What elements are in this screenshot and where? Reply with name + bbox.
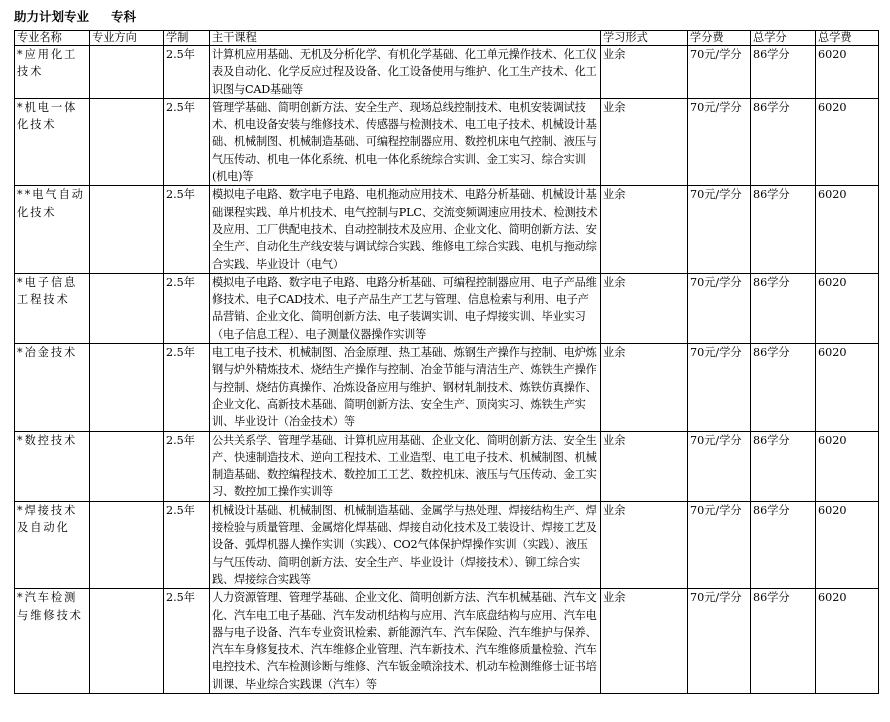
duration: 2.5年 (164, 501, 210, 588)
fee-per-credit: 70元/学分 (688, 431, 751, 501)
total-credits: 86学分 (751, 589, 816, 694)
header-row (15, 31, 879, 46)
major-name: **电气自动化技术 (15, 186, 90, 273)
table-row (15, 589, 879, 694)
fee-per-credit: 70元/学分 (688, 46, 751, 99)
table-row (15, 186, 879, 273)
major-direction (90, 186, 164, 273)
fee-per-credit: 70元/学分 (688, 273, 751, 343)
core-courses: 电工电子技术、机械制图、冶金原理、热工基础、炼钢生产操作与控制、电炉炼钢与炉外精炼技术、烧结生产操作与控制、冶金节能与清洁生产、炼铁生产操作与控制、烧结仿真操作、冶炼设备应用与维护、钢材轧制技术、炼铁仿真操作、企业文化、高新技术基础、简明创新方法、安全生产、顶岗实习、炼铁生产实训、毕业设计（冶金技术）等 (210, 344, 601, 431)
study-mode: 业余 (601, 98, 688, 185)
fee-per-credit: 70元/学分 (688, 344, 751, 431)
title-level: 专科 (111, 9, 137, 24)
major-name: *冶金技术 (15, 344, 90, 431)
header-fee-per-credit: 学分费 (688, 31, 751, 46)
header-duration: 学制 (164, 31, 210, 46)
major-name: *焊接技术及自动化 (15, 501, 90, 588)
table-row (15, 98, 879, 185)
fee-per-credit: 70元/学分 (688, 186, 751, 273)
study-mode: 业余 (601, 501, 688, 588)
major-direction (90, 273, 164, 343)
header-credits: 总学分 (751, 31, 816, 46)
total-fee: 6020 (816, 431, 879, 501)
total-credits: 86学分 (751, 431, 816, 501)
study-mode: 业余 (601, 589, 688, 694)
major-direction (90, 431, 164, 501)
study-mode: 业余 (601, 186, 688, 273)
page-title (14, 6, 136, 28)
table-row (15, 344, 879, 431)
major-name: *数控技术 (15, 431, 90, 501)
header-name: 专业名称 (15, 31, 90, 46)
core-courses: 公共关系学、管理学基础、计算机应用基础、企业文化、简明创新方法、安全生产、快速制造技术、逆向工程技术、工业造型、电工电子技术、机械制图、机械制造基础、数控编程技术、数控加工工艺、数控机床、液压与气压传动、金工实习、数控加工操作实训等 (210, 431, 601, 501)
major-direction (90, 589, 164, 694)
total-credits: 86学分 (751, 186, 816, 273)
major-name: *机电一体化技术 (15, 98, 90, 185)
duration: 2.5年 (164, 46, 210, 99)
major-direction (90, 46, 164, 99)
core-courses: 模拟电子电路、数字电子电路、电路分析基础、可编程控制器应用、电子产品维修技术、电子CAD技术、电子产品生产工艺与管理、信息检索与利用、电子产品营销、企业文化、简明创新方法、电子装调实训、电子焊接实训、毕业实习（电子信息工程）、电子测量仪器操作实训等 (210, 273, 601, 343)
major-direction (90, 98, 164, 185)
duration: 2.5年 (164, 186, 210, 273)
total-fee: 6020 (816, 186, 879, 273)
study-mode: 业余 (601, 344, 688, 431)
duration: 2.5年 (164, 344, 210, 431)
table-row (15, 46, 879, 99)
core-courses: 机械设计基础、机械制图、机械制造基础、金属学与热处理、焊接结构生产、焊接检验与质量管理、金属熔化焊基础、焊接自动化技术及工装设计、焊接工艺及设备、弧焊机器人操作实训（实践）、CO2气体保护焊操作实训（实践）、液压与气压传动、简明创新方法、安全生产、毕业设计（焊接技术）、铆工综合实践、焊接综合实践等 (210, 501, 601, 588)
core-courses: 管理学基础、简明创新方法、安全生产、现场总线控制技术、电机安装调试技术、机电设备安装与维修技术、传感器与检测技术、电工电子技术、机械设计基础、机械制图、机械制造基础、可编程控制器应用、数控机床电气控制、液压与气压传动、机电一体化系统、机电一体化系统综合实训、金工实习、综合实训(机电)等 (210, 98, 601, 185)
major-name: *汽车检测与维修技术 (15, 589, 90, 694)
total-fee: 6020 (816, 344, 879, 431)
major-name: *电子信息工程技术 (15, 273, 90, 343)
total-fee: 6020 (816, 98, 879, 185)
header-direction: 专业方向 (90, 31, 164, 46)
fee-per-credit: 70元/学分 (688, 501, 751, 588)
major-name: *应用化工技术 (15, 46, 90, 99)
major-direction (90, 501, 164, 588)
fee-per-credit: 70元/学分 (688, 589, 751, 694)
table-row (15, 273, 879, 343)
total-fee: 6020 (816, 46, 879, 99)
total-fee: 6020 (816, 273, 879, 343)
duration: 2.5年 (164, 98, 210, 185)
core-courses: 计算机应用基础、无机及分析化学、有机化学基础、化工单元操作技术、化工仪表及自动化、化学反应过程及设备、化工设备使用与维护、化工生产技术、化工识图与CAD基础等 (210, 46, 601, 99)
study-mode: 业余 (601, 46, 688, 99)
program-table (14, 30, 879, 694)
major-direction (90, 344, 164, 431)
duration: 2.5年 (164, 589, 210, 694)
total-fee: 6020 (816, 589, 879, 694)
duration: 2.5年 (164, 273, 210, 343)
table-row (15, 501, 879, 588)
total-credits: 86学分 (751, 273, 816, 343)
total-credits: 86学分 (751, 46, 816, 99)
header-mode: 学习形式 (601, 31, 688, 46)
study-mode: 业余 (601, 273, 688, 343)
header-total-fee: 总学费 (816, 31, 879, 46)
total-credits: 86学分 (751, 501, 816, 588)
core-courses: 人力资源管理、管理学基础、企业文化、简明创新方法、汽车机械基础、汽车文化、汽车电工电子基础、汽车发动机结构与应用、汽车底盘结构与应用、汽车电器与电子设备、汽车专业资讯检索、新能源汽车、汽车保险、汽车维护与保养、汽车车身修复技术、汽车维修企业管理、汽车新技术、汽车维修质量检验、汽车电控技术、汽车检测诊断与维修、汽车钣金喷涂技术、机动车检测维修士证书培训课、毕业综合实践课（汽车）等 (210, 589, 601, 694)
table-row (15, 431, 879, 501)
fee-per-credit: 70元/学分 (688, 98, 751, 185)
total-credits: 86学分 (751, 98, 816, 185)
study-mode: 业余 (601, 431, 688, 501)
duration: 2.5年 (164, 431, 210, 501)
title-main: 助力计划专业 (14, 9, 90, 24)
total-fee: 6020 (816, 501, 879, 588)
core-courses: 模拟电子电路、数字电子电路、电机拖动应用技术、电路分析基础、机械设计基础课程实践、单片机技术、电气控制与PLC、交流变频调速应用技术、检测技术及应用、工厂供配电技术、自动控制技术及应用、企业文化、简明创新方法、安全生产、自动化生产线安装与调试综合实践、维修电工综合实践、电机与拖动综合实践、毕业设计（电气） (210, 186, 601, 273)
header-courses: 主干课程 (210, 31, 601, 46)
total-credits: 86学分 (751, 344, 816, 431)
